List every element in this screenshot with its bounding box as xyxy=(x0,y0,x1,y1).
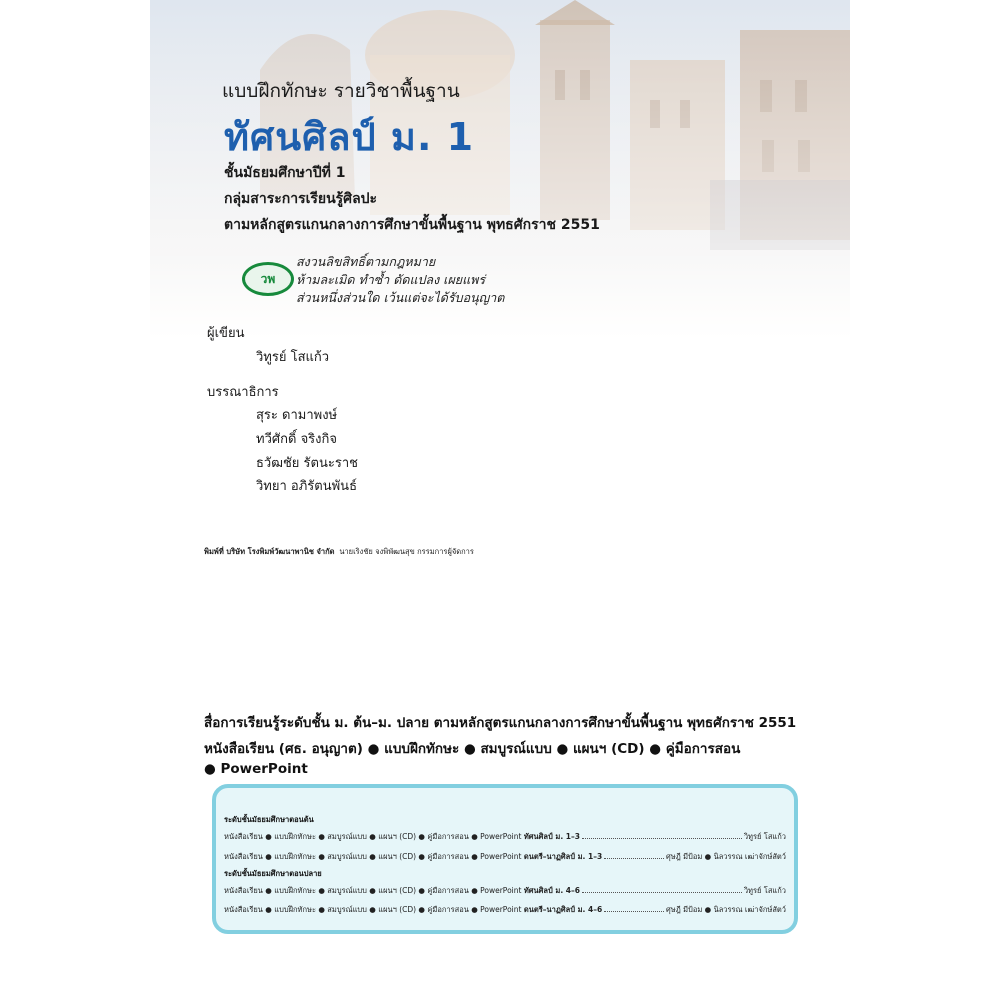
printer-manager: นายเริงชัย จงพิพัฒนสุข กรรมการผู้จัดการ xyxy=(339,547,474,556)
editor-name: ธวัฒชัย รัตนะราช xyxy=(256,456,358,471)
author-label: ผู้เขียน xyxy=(207,326,245,341)
book-title: ทัศนศิลป์ ม. 1 xyxy=(224,115,475,159)
level-label: ระดับชั้นมัธยมศึกษาตอนต้น xyxy=(224,815,314,824)
publisher-logo-text: วพ xyxy=(260,271,276,286)
publisher-logo xyxy=(242,262,294,296)
row-authors: วิทูรย์ โสแก้ว xyxy=(743,886,786,895)
catalog-row xyxy=(224,885,786,897)
printer-company: พิมพ์ที่ บริษัท โรงพิมพ์วัฒนาพานิช จำกัด xyxy=(204,547,335,556)
row-authors: วิทูรย์ โสแก้ว xyxy=(743,832,786,841)
curriculum-line: ตามหลักสูตรแกนกลางการศึกษาขั้นพื้นฐาน พุทธศักราช 2551 xyxy=(224,217,600,233)
row-title: ดนตรี–นาฏศิลป์ ม. 4–6 xyxy=(523,905,603,914)
leader-dots xyxy=(582,831,742,839)
book-page xyxy=(150,0,850,1000)
row-authors: ศุษฎี มีป้อม ● นิลวรรณ เฒ่าจักษ์สัตว์ xyxy=(665,905,786,914)
editor-name: วิทยา อภิรัตนพันธ์ xyxy=(256,479,357,494)
row-items: หนังสือเรียน ● แบบฝึกทักษะ ● สมบูรณ์แบบ ● แผนฯ (CD) ● คู่มือการสอน ● PowerPoint xyxy=(224,886,522,895)
series-heading: แบบฝึกทักษะ รายวิชาพื้นฐาน xyxy=(222,80,460,102)
editor-name: สุระ ดามาพงษ์ xyxy=(256,408,338,423)
row-items: หนังสือเรียน ● แบบฝึกทักษะ ● สมบูรณ์แบบ ● แผนฯ (CD) ● คู่มือการสอน ● PowerPoint xyxy=(224,832,522,841)
row-items: หนังสือเรียน ● แบบฝึกทักษะ ● สมบูรณ์แบบ ● แผนฯ (CD) ● คู่มือการสอน ● PowerPoint xyxy=(224,905,522,914)
author-name: วิทูรย์ โสแก้ว xyxy=(256,350,330,365)
row-authors: ศุษฎี มีป้อม ● นิลวรรณ เฒ่าจักษ์สัตว์ xyxy=(665,852,786,861)
catalog-box xyxy=(212,784,798,934)
row-title: ดนตรี–นาฏศิลป์ ม. 1–3 xyxy=(523,852,603,861)
row-title: ทัศนศิลป์ ม. 4–6 xyxy=(523,886,580,895)
leader-dots xyxy=(604,851,664,859)
row-items: หนังสือเรียน ● แบบฝึกทักษะ ● สมบูรณ์แบบ ● แผนฯ (CD) ● คู่มือการสอน ● PowerPoint xyxy=(224,852,522,861)
editor-name: ทวีศักดิ์ จริงกิจ xyxy=(256,432,338,447)
media-products: หนังสือเรียน (ศธ. อนุญาต) ● แบบฝึกทักษะ ● สมบูรณ์แบบ ● แผนฯ (CD) ● คู่มือการสอน xyxy=(204,741,741,757)
leader-dots xyxy=(604,904,664,912)
catalog-row xyxy=(224,831,786,843)
media-products-cont: ● PowerPoint xyxy=(204,761,308,777)
leader-dots xyxy=(582,885,742,893)
row-title: ทัศนศิลป์ ม. 1–3 xyxy=(523,832,580,841)
subject-group: กลุ่มสาระการเรียนรู้ศิลปะ xyxy=(224,191,378,207)
printer-line xyxy=(204,546,474,558)
copyright-line: สงวนลิขสิทธิ์ตามกฎหมาย xyxy=(296,254,436,269)
catalog-row xyxy=(224,904,786,916)
editors-label: บรรณาธิการ xyxy=(207,385,279,400)
copyright-line: ห้ามละเมิด ทำซ้ำ ดัดแปลง เผยแพร่ xyxy=(296,272,486,287)
catalog-row xyxy=(224,851,786,863)
level-label: ระดับชั้นมัธยมศึกษาตอนปลาย xyxy=(224,869,322,878)
copyright-line: ส่วนหนึ่งส่วนใด เว้นแต่จะได้รับอนุญาต xyxy=(296,290,505,305)
media-heading: สื่อการเรียนรู้ระดับชั้น ม. ต้น–ม. ปลาย ตามหลักสูตรแกนกลางการศึกษาขั้นพื้นฐาน พุทธศักราช 2551 xyxy=(204,715,797,731)
grade-level: ชั้นมัธยมศึกษาปีที่ 1 xyxy=(224,165,346,181)
